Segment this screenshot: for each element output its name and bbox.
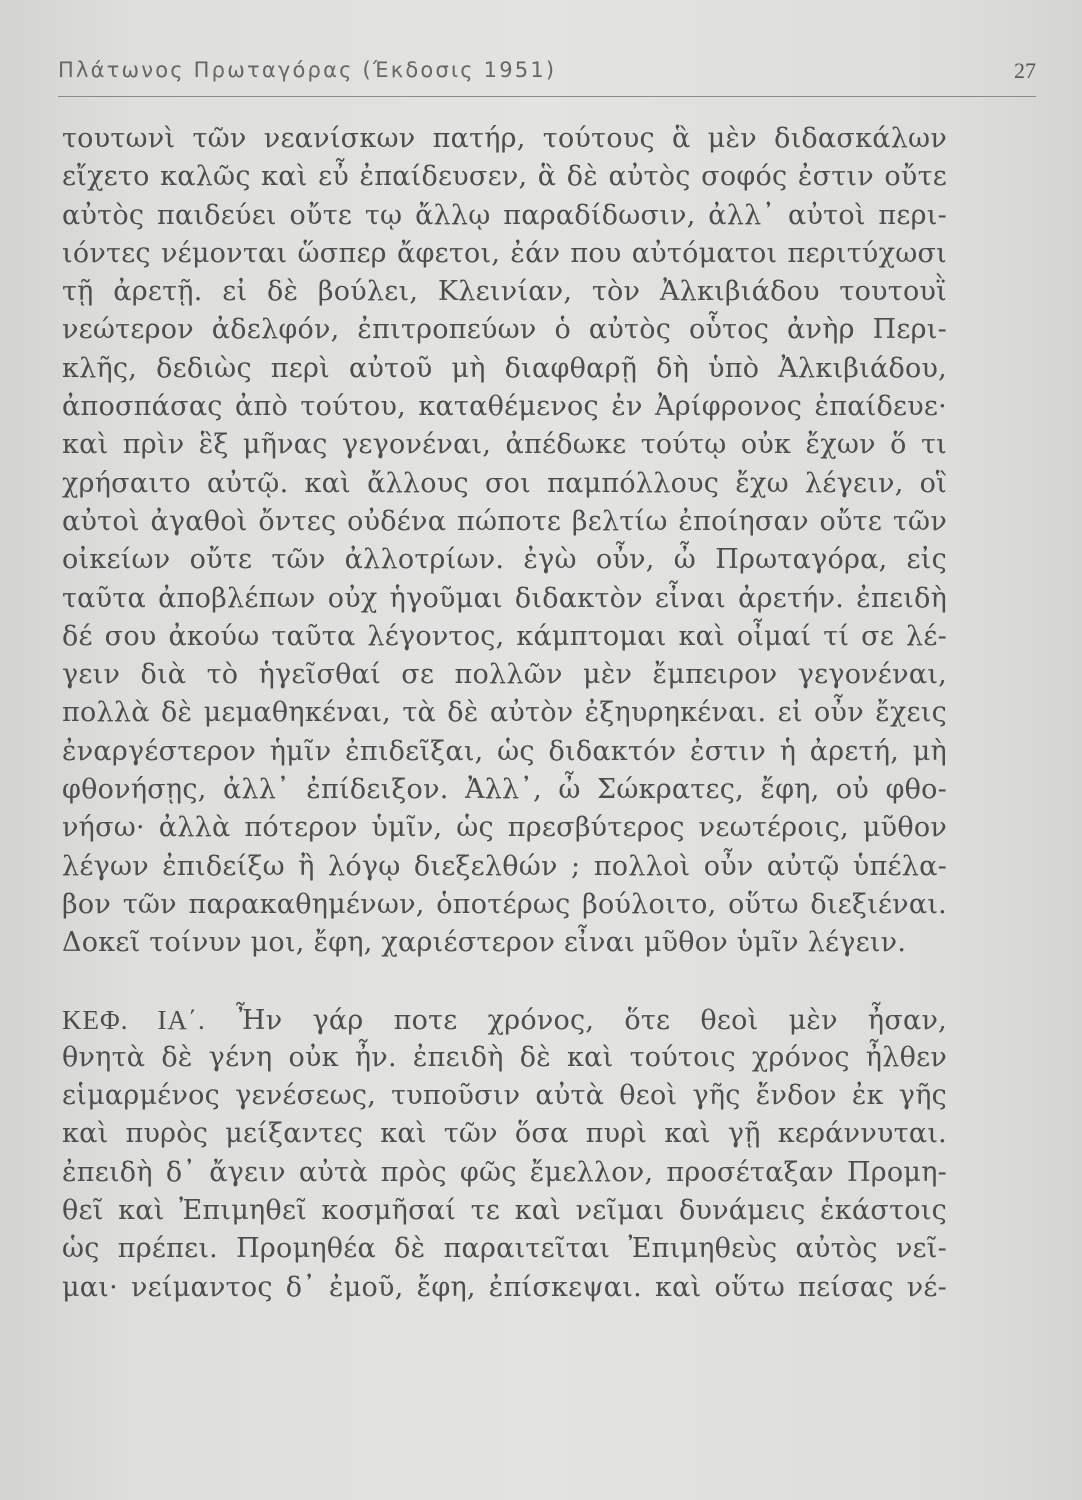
text-line: καὶ πυρὸς μείξαντες καὶ τῶν ὅσα πυρὶ καὶ γῇ κεράννυται. — [62, 1118, 947, 1150]
paragraph-gap — [62, 963, 947, 1001]
text-line: δέ σου ἀκούω ταῦτα λέγοντος, κάμπτομαι καὶ οἶμαί τί σε λέ- — [62, 620, 947, 652]
text-line: φθονήσῃς, ἀλλ᾽ ἐπίδειξον. Ἀλλ᾽, ὦ Σώκρατες, ἔφη, οὐ φθο- — [62, 774, 947, 806]
text-line: αὐτὸς παιδεύει οὔτε τῳ ἄλλῳ παραδίδωσιν, ἀλλ᾽ αὐτοὶ περι- — [62, 199, 947, 231]
header-rule — [58, 96, 1036, 97]
text-line: οἰκείων οὔτε τῶν ἀλλοτρίων. ἐγὼ οὖν, ὦ Πρωταγόρα, εἰς — [62, 544, 947, 576]
text-line: θνητὰ δὲ γένη οὐκ ἦν. ἐπειδὴ δὲ καὶ τούτοις χρόνος ἦλθεν — [62, 1041, 947, 1073]
text-line: γειν διὰ τὸ ἡγεῖσθαί σε πολλῶν μὲν ἔμπειρον γεγονέναι, — [62, 659, 947, 691]
body-text — [62, 120, 947, 1307]
text-line: τουτωνὶ τῶν νεανίσκων πατήρ, τούτους ἃ μὲν διδασκάλων — [62, 123, 947, 154]
chapter-first-line-text: Ἦν γάρ ποτε χρόνος, ὅτε θεοὶ μὲν ἦσαν, — [205, 1004, 947, 1036]
paragraph-1 — [62, 120, 947, 963]
text-line: εἴχετο καλῶς καὶ εὖ ἐπαίδευσεν, ἃ δὲ αὐτὸς σοφός ἐστιν οὔτε — [62, 161, 947, 193]
text-line: εἱμαρμένος γενέσεως, τυποῦσιν αὐτὰ θεοὶ γῆς ἔνδον ἐκ γῆς — [62, 1080, 947, 1112]
text-line: πολλὰ δὲ μεμαθηκέναι, τὰ δὲ αὐτὸν ἐξηυρηκέναι. εἰ οὖν ἔχεις — [62, 697, 947, 729]
running-header — [58, 58, 1036, 98]
text-line: θεῖ καὶ Ἐπιμηθεῖ κοσμῆσαί τε καὶ νεῖμαι δυνάμεις ἑκάστοις — [62, 1195, 947, 1227]
text-line: βον τῶν παρακαθημένων, ὁποτέρως βούλοιτο, οὕτω διεξιέναι. — [62, 888, 947, 920]
text-line: νεώτερον ἀδελφόν, ἐπιτροπεύων ὁ αὐτὸς οὗτος ἀνὴρ Περι- — [62, 314, 947, 346]
text-line: καὶ πρὶν ἓξ μῆνας γεγονέναι, ἀπέδωκε τούτῳ οὐκ ἔχων ὅ τι — [62, 429, 947, 461]
text-line: ἐναργέστερον ἡμῖν ἐπιδεῖξαι, ὡς διδακτόν ἐστιν ἡ ἀρετή, μὴ — [62, 735, 947, 767]
text-line: χρήσαιτο αὐτῷ. καὶ ἄλλους σοι παμπόλλους ἔχω λέγειν, οἳ — [62, 467, 947, 499]
text-line: κλῆς, δεδιὼς περὶ αὐτοῦ μὴ διαφθαρῇ δὴ ὑπὸ Ἀλκιβιάδου, — [62, 352, 947, 384]
text-line: ιόντες νέμονται ὥσπερ ἄφετοι, ἐάν που αὐτόματοι περιτύχωσι — [62, 237, 947, 269]
page-number: 27 — [1014, 58, 1036, 83]
text-line: μαι· νείμαντος δ᾽ ἐμοῦ, ἔφη, ἐπίσκεψαι. καὶ οὕτω πείσας νέ- — [62, 1271, 947, 1303]
text-line: ταῦτα ἀποβλέπων οὐχ ἡγοῦμαι διδακτὸν εἶναι ἀρετήν. ἐπειδὴ — [62, 582, 947, 614]
chapter-first-line — [62, 1001, 947, 1039]
text-line: αὐτοὶ ἀγαθοὶ ὄντες οὐδένα πώποτε βελτίω ἐποίησαν οὔτε τῶν — [62, 505, 947, 537]
text-line: τῇ ἀρετῇ. εἰ δὲ βούλει, Κλεινίαν, τὸν Ἀλκιβιάδου τουτουῒ — [62, 276, 947, 308]
text-line: ὡς πρέπει. Προμηθέα δὲ παραιτεῖται Ἐπιμηθεὺς αὐτὸς νεῖ- — [62, 1233, 947, 1265]
chapter-section — [62, 1001, 947, 1307]
chapter-heading: ΚΕΦ. ΙΑ΄. — [62, 1004, 206, 1035]
text-line: ἐπειδὴ δ᾽ ἄγειν αὐτὰ πρὸς φῶς ἔμελλον, προσέταξαν Προμη- — [62, 1156, 947, 1188]
text-line: ἀποσπάσας ἀπὸ τούτου, καταθέμενος ἐν Ἀρίφρονος ἐπαίδευε· — [62, 391, 947, 423]
text-line: λέγων ἐπιδείξω ἢ λόγῳ διεξελθών ; πολλοὶ οὖν αὐτῷ ὑπέλα- — [62, 850, 947, 882]
text-line: Δοκεῖ τοίνυν μοι, ἔφη, χαριέστερον εἶναι μῦθον ὑμῖν λέγειν. — [62, 927, 907, 959]
text-line: νήσω· ἀλλὰ πότερον ὑμῖν, ὡς πρεσβύτερος νεωτέροις, μῦθον — [62, 812, 947, 844]
running-title: Πλάτωνος Πρωταγόρας (Έκδοσις 1951) — [58, 58, 557, 82]
